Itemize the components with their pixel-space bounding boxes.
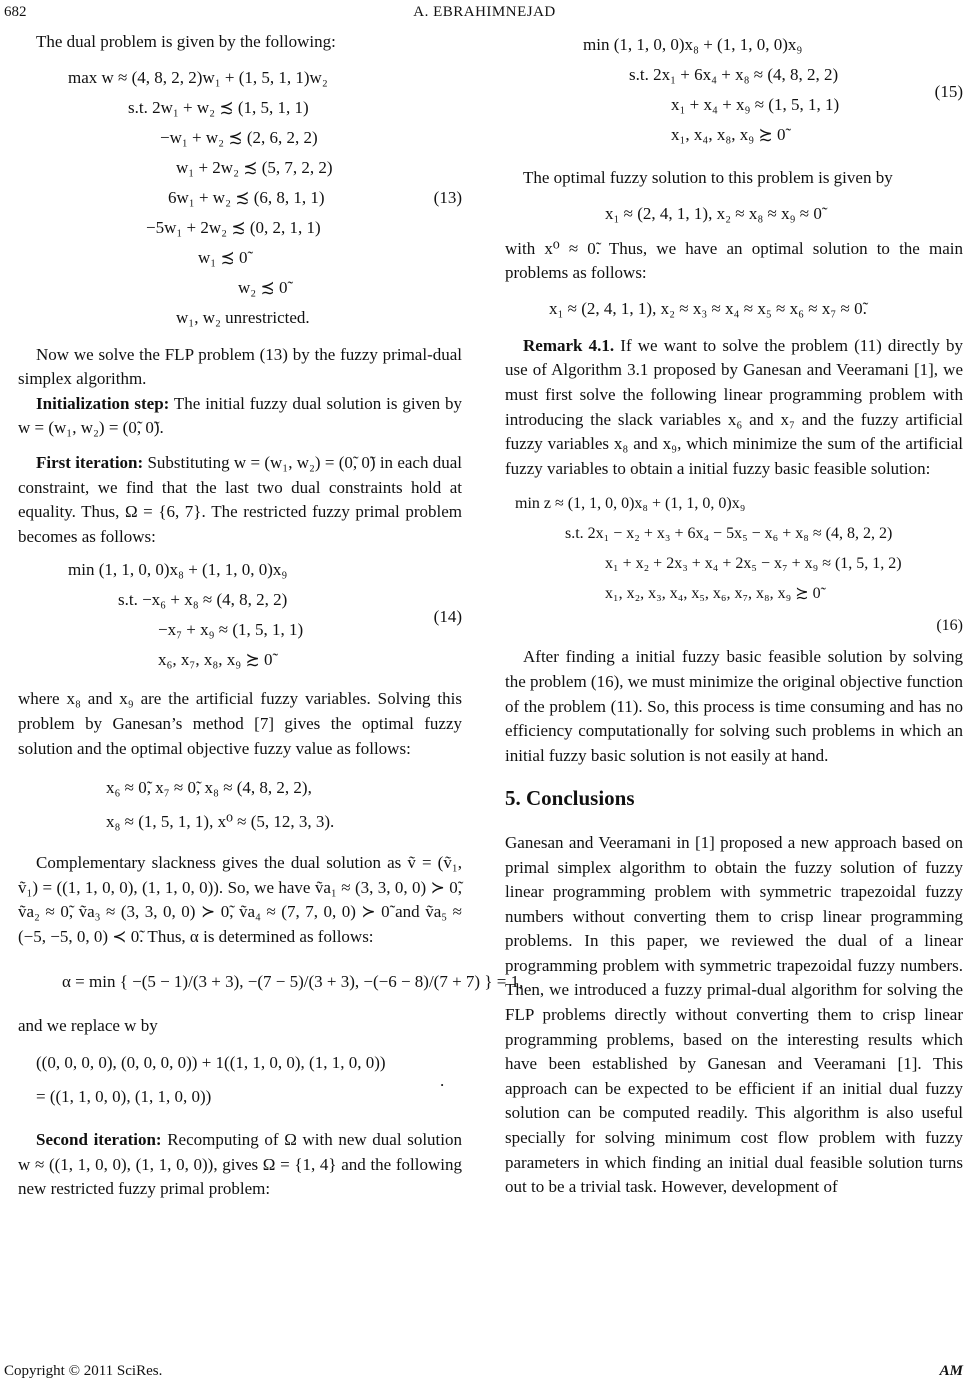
first-iteration-label: First iteration: [36,452,144,472]
solution14-line-2: x₈ ≈ (1, 5, 1, 1), x⁰ ≈ (5, 12, 3, 3). [106,812,335,832]
paragraph-optimal-fuzzy: The optimal fuzzy solution to this problem is given by [523,168,893,187]
eq13-line-8: w₂ ≾ 0̃ [238,277,288,297]
eq15-line-4: x₁, x₄, x₈, x₉ ≿ 0̃ [671,125,786,144]
eq16-line-3: x₁ + x₂ + 2x₃ + x₄ + 2x₅ − x₇ + x₉ ≈ (1, 5, 1, 2) [605,555,902,573]
replacement-equation [36,1046,462,1114]
eq15-line-1: min (1, 1, 0, 0)x₈ + (1, 1, 0, 0)x₉ [583,35,803,54]
paragraph-remark [505,334,963,482]
paragraph-after-finding: After finding a initial fuzzy basic feasible solution by solving the problem (16), we must minimize the original objective function of the problem (11). So, this process is time consuming and has no efficiency computationally for solving such problems in which an initial fuzzy basic solution is not easily at hand. [505,647,963,765]
paragraph-conclusions: Ganesan and Veeramani in [1] proposed a new approach based on primal simplex algorithm to obtain the fuzzy solution of fuzzy linear programming problem with symmetric trapezoidal fuzzy numbers without converting them to crisp linear programming problems. In this paper, we reviewed the dual of a linear programming problem with symmetric trapezoidal fuzzy numbers. Then, we introduced a fuzzy primal-dual algorithm for solving the FLP problems directly without converting them to crisp linear programming problems, based on the interesting results which have been established by Ganesan and Veeramani [1]. This approach can be expected to be efficient if an initial dual fuzzy solution can be computed readily. This algorithm is also useful specially for solving minimum cost flow problem with fuzzy parameters in which finding an initial dual feasible solution turns out to be a trivial task. However, development of [505,832,963,1197]
eq13-line-5: 6w₁ + w₂ ≾ (6, 8, 1, 1) [168,187,325,207]
second-iteration-label: Second iteration: [36,1130,162,1150]
running-author: A. EBRAHIMNEJAD [413,4,556,20]
eq13-line-4: w₁ + 2w₂ ≾ (5, 7, 2, 2) [176,157,333,177]
equation-14 [18,555,462,679]
remark-label: Remark 4.1. [523,335,615,355]
eq13-line-6: −5w₁ + 2w₂ ≾ (0, 2, 1, 1) [146,217,321,237]
eq14-number: (14) [433,607,462,627]
main-solution-text: x₁ ≈ (2, 4, 1, 1), x₂ ≈ x₃ ≈ x₄ ≈ x₅ ≈ x₆ ≈ x₇ ≈ 0̃. [549,298,867,318]
eq13-line-3: −w₁ + w₂ ≾ (2, 6, 2, 2) [160,127,318,147]
footer-copyright: Copyright © 2011 SciRes. [4,1363,163,1379]
eq15-line-2: s.t. 2x₁ + 6x₄ + x₈ ≈ (4, 8, 2, 2) [629,65,839,84]
alpha-equation [62,962,524,1002]
alpha-formula: α = min { −(5 − 1)/(3 + 3), −(7 − 5)/(3 + 3), −(−6 − 8)/(7 + 7) } = 1, [62,971,524,991]
solution-15 [605,199,963,229]
eq14-line-2: s.t. −x₆ + x₈ ≈ (4, 8, 2, 2) [118,590,288,610]
replacement-line-1: ((0, 0, 0, 0), (0, 0, 0, 0)) + 1((1, 1, 0, 0), (1, 1, 0, 0)) [36,1053,386,1073]
eq13-line-2: s.t. 2w₁ + w₂ ≾ (1, 5, 1, 1) [128,97,309,117]
footer-journal: AM [939,1363,963,1379]
paragraph-main-problems: with x⁰ ≈ 0̃. Thus, we have an optimal solution to the main problems as follows: [505,238,963,283]
equation-13 [18,63,462,333]
right-column [505,30,963,1200]
remark-text: If we want to solve the problem (11) directly by use of Algorithm 3.1 proposed by Ganesan and Veeramani [1], we must first solve the following linear programming problem with introducing the slack variables x₆ and x₇ and the fuzzy artificial fuzzy variables x₈ and x₉, which minimize the sum of the artificial fuzzy variables to obtain a initial fuzzy basic feasible solution: [505,335,963,478]
eq16-number: (16) [936,617,963,635]
paragraph-initialization [18,392,462,441]
eq15-line-3: x₁ + x₄ + x₉ ≈ (1, 5, 1, 1) [671,95,840,114]
eq16-line-2: s.t. 2x₁ − x₂ + x₃ + 6x₄ − 5x₅ − x₆ + x₈ ≈ (4, 8, 2, 2) [565,525,893,543]
left-column [18,30,524,1202]
paragraph-first-iteration [18,451,462,549]
section-title-conclusions: 5. Conclusions [505,786,635,811]
replacement-line-2: = ((1, 1, 0, 0), (1, 1, 0, 0)) [36,1087,212,1107]
paragraph-complementary-slackness: Complementary slackness gives the dual solution as ṽ = (ṽ₁, ṽ₁) = ((1, 1, 0, 0), (1, 1, 0, 0)). So, we have ṽa₁ ≈ (3, 3, 0, 0) ≻ 0̃, ṽa₂ ≈ 0̃, ṽa₃ ≈ (3, 3, 0, 0) ≻ 0̃, ṽa₄ ≈ (7, 7, 0, 0) ≻ 0̃ and ṽa₅ ≈ (−5, −5, 0, 0) ≺ 0̃. Thus, α is determined as follows: [18,853,462,946]
eq16-line-1: min z ≈ (1, 1, 0, 0)x₈ + (1, 1, 0, 0)x₉ [515,495,746,513]
paragraph-replace: and we replace w by [18,1015,158,1035]
eq13-line-7: w₁ ≾ 0̃ [198,247,248,267]
eq13-line-9: w₁, w₂ unrestricted. [176,307,310,327]
paragraph-artificial-variables: where x₈ and x₉ are the artificial fuzzy variables. Solving this problem by Ganesan’s method [7] gives the optimal fuzzy solution and the optimal objective fuzzy value as follows: [18,689,462,758]
eq14-line-3: −x₇ + x₉ ≈ (1, 5, 1, 1) [158,620,304,640]
equation-15 [505,30,963,154]
first-iteration-text: Substituting w = (w₁, w₂) = (0̃, 0̃) in each dual constraint, we find that the last two dual constraints hold at equality. Thus, Ω = {6, 7}. The restricted fuzzy primal problem becomes as follows: [18,452,462,546]
initialization-label: Initialization step: [36,393,170,413]
replacement-period: . [440,1071,445,1091]
eq14-line-4: x₆, x₇, x₈, x₉ ≿ 0̃ [158,650,273,670]
main-solution [549,294,963,324]
eq13-line-1: max w ≈ (4, 8, 2, 2)w₁ + (1, 5, 1, 1)w₂ [68,67,328,87]
eq13-number: (13) [433,187,462,207]
paragraph-second-iteration [18,1128,462,1202]
equation-16 [505,489,963,637]
solution15-text: x₁ ≈ (2, 4, 1, 1), x₂ ≈ x₈ ≈ x₉ ≈ 0̃ [605,203,822,223]
page-number: 682 [4,4,27,20]
intro-paragraph: The dual problem is given by the following: [36,32,336,51]
solution14-line-1: x₆ ≈ 0̃, x₇ ≈ 0̃, x₈ ≈ (4, 8, 2, 2), [106,778,312,798]
page-header [0,0,969,24]
paragraph-solve-flp: Now we solve the FLP problem (13) by the fuzzy primal-dual simplex algorithm. [18,344,462,389]
eq16-line-4: x₁, x₂, x₃, x₄, x₅, x₆, x₇, x₈, x₉ ≿ 0̃ [605,585,821,603]
optimal-solution-14 [106,771,462,839]
eq15-number: (15) [934,82,963,101]
initialization-text: The initial fuzzy dual solution is given by w = (w₁, w₂) = (0̃, 0̃). [18,393,462,438]
eq14-line-1: min (1, 1, 0, 0)x₈ + (1, 1, 0, 0)x₉ [68,560,288,580]
second-iteration-text: Recomputing of Ω with new dual solution w ≈ ((1, 1, 0, 0), (1, 1, 0, 0)), gives Ω = {1, 4} and the following new restricted fuzzy primal problem: [18,1130,462,1199]
